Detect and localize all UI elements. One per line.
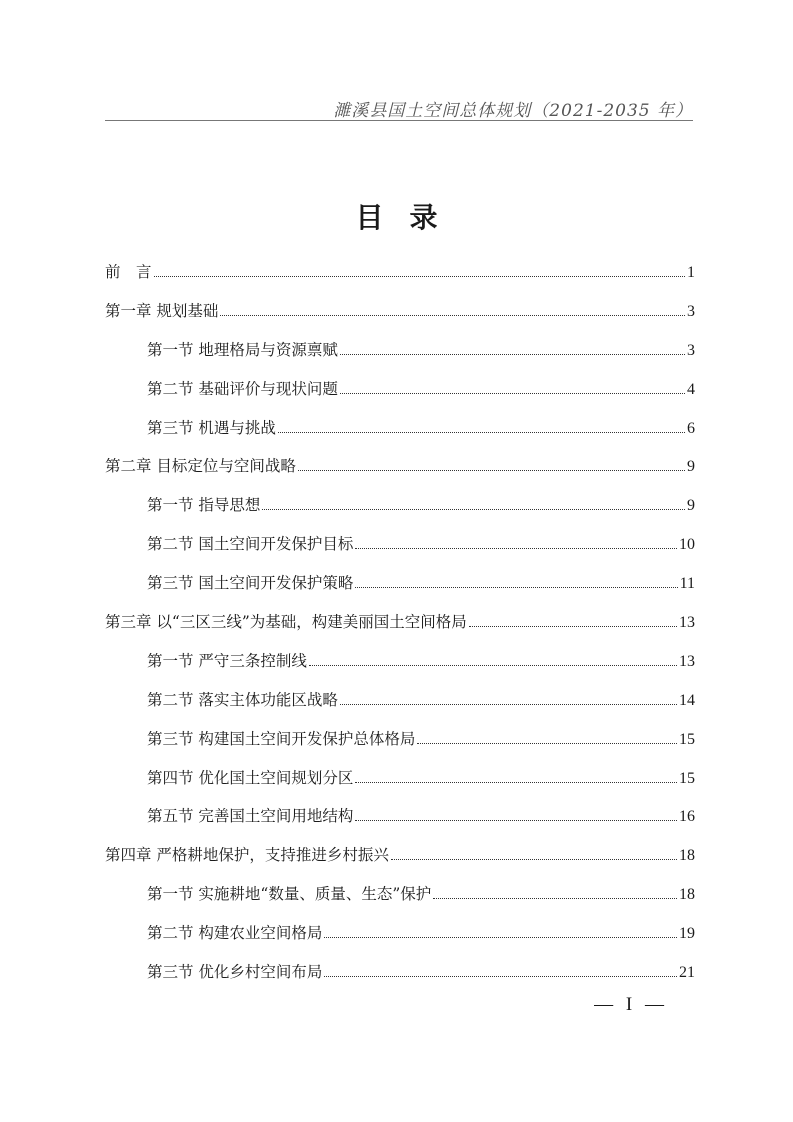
toc-entry-page-number: 13 (679, 652, 695, 670)
toc-title: 目录 (355, 201, 464, 234)
toc-entry-label: 第一节 指导思想 (147, 496, 261, 515)
toc-entry-page-number: 10 (679, 536, 695, 554)
toc-chapter-entry[interactable] (105, 299, 695, 338)
toc-section-entry[interactable] (105, 649, 695, 688)
toc-entry-page-number: 9 (687, 497, 695, 515)
toc-dot-leader (355, 820, 677, 821)
toc-entry-label: 第五节 完善国土空间用地结构 (147, 807, 354, 826)
toc-entry-page-number: 11 (679, 575, 695, 593)
toc-entry-label: 第一节 地理格局与资源禀赋 (147, 340, 338, 359)
toc-section-entry[interactable] (105, 377, 695, 416)
table-of-contents (105, 260, 695, 999)
toc-chapter-entry[interactable] (105, 610, 695, 649)
toc-entry-page-number: 18 (679, 847, 695, 865)
toc-entry-page-number: 3 (687, 302, 695, 320)
toc-dot-leader (340, 354, 685, 355)
toc-section-entry[interactable] (105, 688, 695, 727)
toc-entry-page-number: 4 (687, 380, 695, 398)
toc-entry-label: 第四章 严格耕地保护，支持推进乡村振兴 (105, 846, 389, 865)
toc-entry-label: 第二节 基础评价与现状问题 (147, 379, 338, 398)
toc-entry-page-number: 9 (687, 458, 695, 476)
toc-section-entry[interactable] (105, 338, 695, 377)
toc-dot-leader (469, 626, 677, 627)
toc-entry-label: 第四节 优化国土空间规划分区 (147, 768, 354, 787)
toc-chapter-entry[interactable] (105, 454, 695, 493)
toc-entry-page-number: 15 (679, 769, 695, 787)
toc-dot-leader (340, 393, 685, 394)
toc-entry-label: 第一章 规划基础 (105, 301, 219, 320)
toc-entry-label: 第二节 构建农业空间格局 (147, 924, 323, 943)
toc-dot-leader (433, 898, 677, 899)
toc-entry-label: 前 言 (105, 263, 152, 281)
toc-entry-page-number: 21 (679, 964, 695, 982)
toc-section-entry[interactable] (105, 493, 695, 532)
toc-entry-page-number: 13 (679, 614, 695, 632)
toc-chapter-entry[interactable] (105, 260, 695, 299)
toc-entry-label: 第三节 国土空间开发保护策略 (147, 574, 354, 593)
toc-entry-label: 第三节 机遇与挑战 (147, 418, 276, 437)
toc-dot-leader (324, 976, 677, 977)
running-header-title: 濉溪县国土空间总体规划（2021-2035 年） (333, 101, 693, 121)
toc-chapter-entry[interactable] (105, 843, 695, 882)
toc-entry-label: 第一节 严守三条控制线 (147, 651, 307, 670)
toc-entry-label: 第二节 国土空间开发保护目标 (147, 535, 354, 554)
toc-dot-leader (309, 665, 677, 666)
toc-dot-leader (262, 509, 685, 510)
toc-entry-label: 第三章 以“三区三线”为基础，构建美丽国土空间格局 (105, 613, 467, 632)
toc-entry-page-number: 14 (679, 691, 695, 709)
toc-dot-leader (355, 587, 677, 588)
footer-page-number: — I — (594, 994, 668, 1015)
toc-dot-leader (154, 276, 685, 277)
toc-entry-label: 第三节 优化乡村空间布局 (147, 963, 323, 982)
toc-section-entry[interactable] (105, 571, 695, 610)
toc-entry-page-number: 18 (679, 886, 695, 904)
toc-section-entry[interactable] (105, 532, 695, 571)
toc-dot-leader (220, 315, 685, 316)
toc-dot-leader (278, 432, 685, 433)
toc-dot-leader (417, 743, 677, 744)
toc-entry-page-number: 3 (687, 341, 695, 359)
toc-dot-leader (324, 937, 677, 938)
toc-dot-leader (391, 859, 677, 860)
toc-dot-leader (298, 470, 685, 471)
toc-section-entry[interactable] (105, 921, 695, 960)
toc-entry-label: 第二节 落实主体功能区战略 (147, 690, 338, 709)
toc-entry-label: 第三节 构建国土空间开发保护总体格局 (147, 729, 416, 748)
header-divider (105, 120, 693, 121)
toc-entry-label: 第二章 目标定位与空间战略 (105, 457, 296, 476)
toc-entry-page-number: 19 (679, 925, 695, 943)
toc-dot-leader (355, 782, 677, 783)
toc-section-entry[interactable] (105, 727, 695, 766)
toc-entry-page-number: 1 (687, 264, 695, 281)
toc-section-entry[interactable] (105, 882, 695, 921)
toc-dot-leader (340, 704, 677, 705)
toc-section-entry[interactable] (105, 804, 695, 843)
toc-dot-leader (355, 548, 677, 549)
toc-entry-page-number: 6 (687, 419, 695, 437)
toc-entry-page-number: 15 (679, 730, 695, 748)
toc-entry-page-number: 16 (679, 808, 695, 826)
toc-section-entry[interactable] (105, 416, 695, 455)
toc-section-entry[interactable] (105, 766, 695, 805)
toc-entry-label: 第一节 实施耕地“数量、质量、生态”保护 (147, 885, 432, 904)
